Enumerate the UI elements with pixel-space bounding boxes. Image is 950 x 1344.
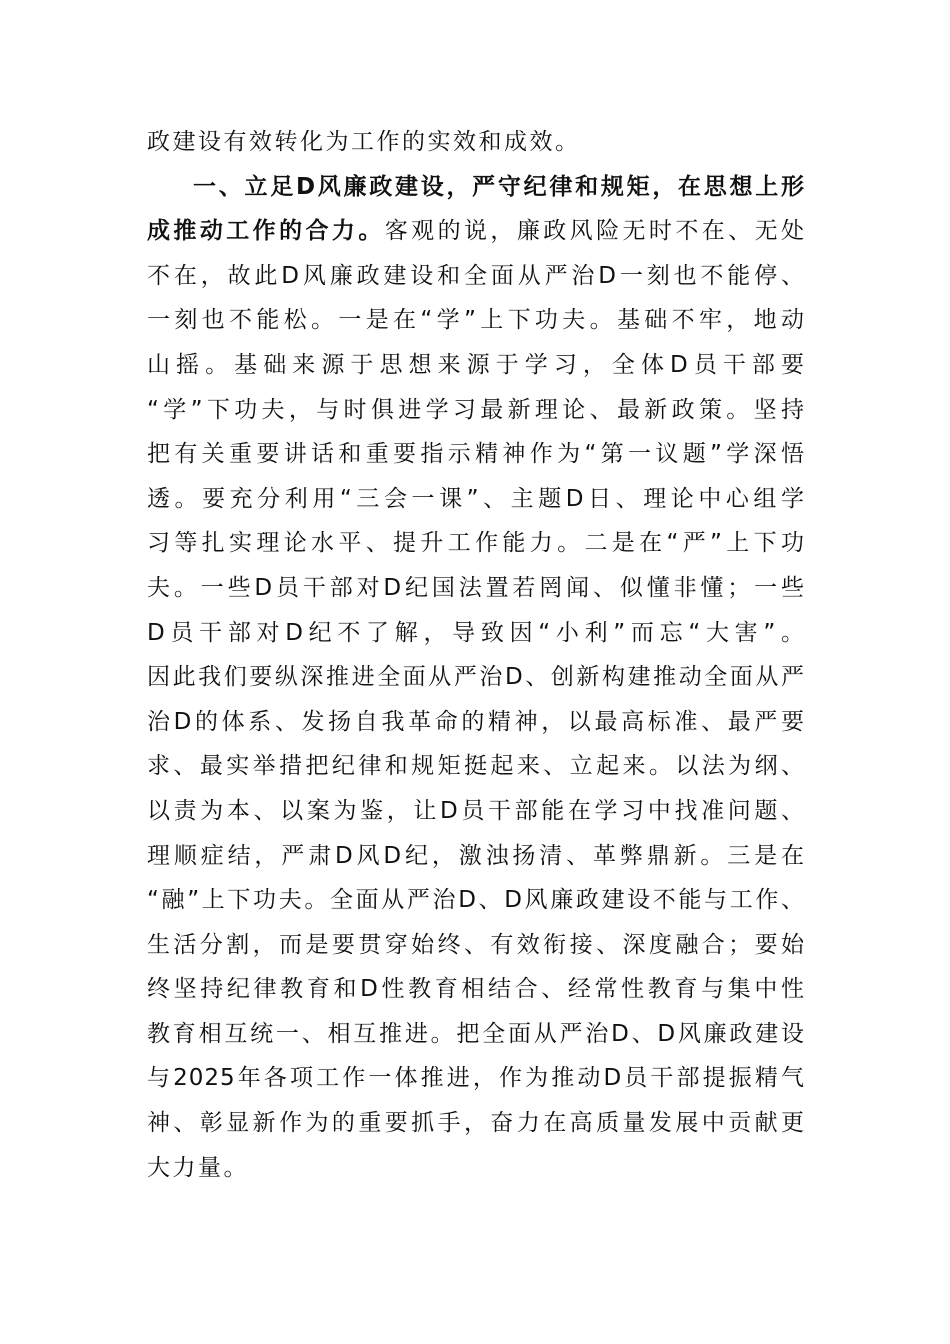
text-line: 夫。一些D员干部对D纪国法置若罔闻、似懂非懂；一些 [147, 574, 805, 601]
text-line: 习等扎实理论水平、提升工作能力。二是在“严”上下功 [147, 530, 805, 557]
text-line [147, 209, 805, 254]
text-line: 政建设有效转化为工作的实效和成效。 [147, 129, 581, 155]
text-span: 客观的说，廉政风险无时不在、无处 [384, 218, 806, 245]
text-line: 教育相互统一、相互推进。把全面从严治D、D风廉政建设 [147, 1020, 805, 1047]
text-line: 透。要充分利用“三会一课”、主题D日、理论中心组学 [147, 485, 805, 512]
text-line: 因此我们要纵深推进全面从严治D、创新构建推动全面从严 [147, 664, 805, 691]
text-line: 神、彰显新作为的重要抓手，奋力在高质量发展中贡献更 [147, 1110, 805, 1137]
document-body [147, 120, 805, 1190]
text-line: 与2025年各项工作一体推进，作为推动D员干部提振精气 [147, 1065, 805, 1092]
text-line: 终坚持纪律教育和D性教育相结合、经常性教育与集中性 [147, 976, 805, 1003]
text-line: “融”上下功夫。全面从严治D、D风廉政建设不能与工作、 [147, 887, 805, 914]
text-line: 以责为本、以案为鉴，让D员干部能在学习中找准问题、 [147, 797, 805, 824]
text-line: 山摇。基础来源于思想来源于学习，全体D员干部要 [147, 351, 805, 378]
text-line: 不在，故此D风廉政建设和全面从严治D一刻也不能停、 [147, 262, 805, 289]
text-line: 大力量。 [147, 1154, 249, 1181]
text-line: 一刻也不能松。一是在“学”上下功夫。基础不牢，地动 [147, 307, 805, 334]
text-line: 理顺症结，严肃D风D纪，激浊扬清、革弊鼎新。三是在 [147, 842, 805, 869]
text-line: “学”下功夫，与时俱进学习最新理论、最新政策。坚持 [147, 396, 805, 423]
text-line: D员干部对D纪不了解，导致因“小利”而忘“大害”。 [147, 619, 805, 646]
text-line: 治D的体系、发扬自我革命的精神，以最高标准、最严要 [147, 708, 805, 735]
text-line: 把有关重要讲话和重要指示精神作为“第一议题”学深悟 [147, 441, 805, 468]
text-line: 生活分割，而是要贯穿始终、有效衔接、深度融合；要始 [147, 931, 805, 958]
section-heading-end: 成推动工作的合力。 [147, 218, 385, 245]
section-heading-line: 一、立足D风廉政建设，严守纪律和规矩，在思想上形 [193, 173, 805, 200]
text-line: 求、最实举措把纪律和规矩挺起来、立起来。以法为纲、 [147, 753, 805, 780]
